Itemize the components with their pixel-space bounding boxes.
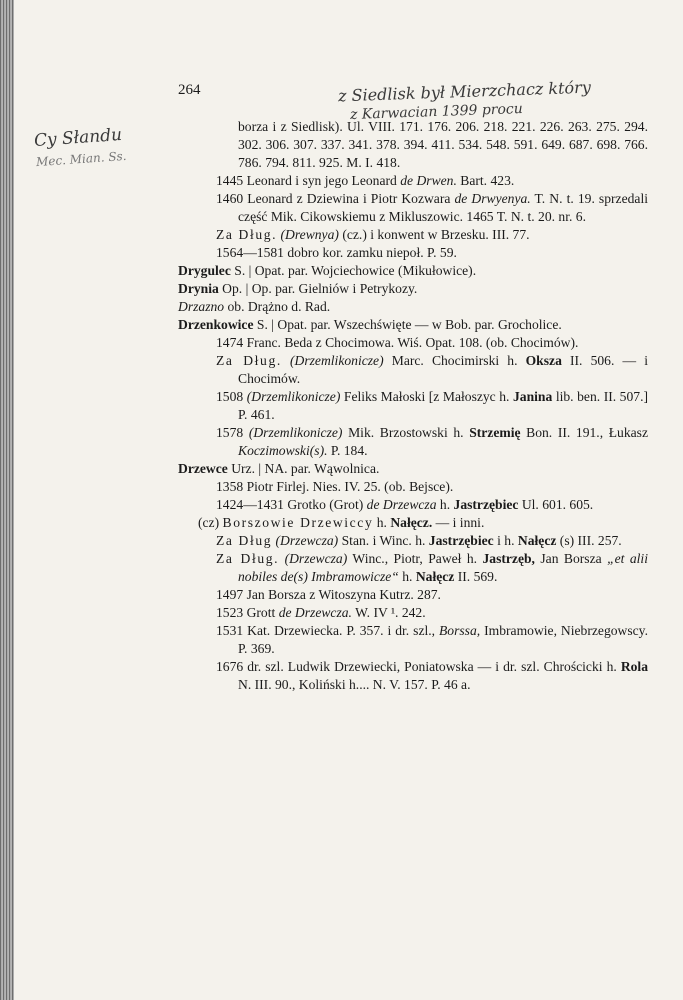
entry-line: 1460 Leonard z Dziewina i Piotr Kozwara de Drwyenya. T. N. t. 19. sprzedali część Mik. Cikowskiemu z Mikluszowic. 1465 T. N. t. 20. nr. 6. (216, 191, 649, 224)
handwritten-note-top-1: z Siedlisk był Mierzchacz który (337, 77, 592, 106)
entry-drynia: Drynia Op. | Op. par. Gielniów i Petrykozy. (178, 281, 418, 296)
entry-line: 1445 Leonard i syn jego Leonard de Drwen. Bart. 423. (216, 173, 515, 188)
entry-drzewce: Drzewce Urz. | NA. par. Wąwolnica. (178, 461, 380, 476)
entry-line: 1531 Kat. Drzewiecka. P. 357. i dr. szl., Borssa, Imbramowie, Niebrzegowscy. P. 369. (216, 623, 648, 656)
entry-line: Za Dług. (Drewnya) (cz.) i konwent w Brzesku. III. 77. (216, 227, 530, 242)
handwritten-note-left-1: Cy Słandu (33, 124, 123, 152)
entry-drygulec: Drygulec S. | Opat. par. Wojciechowice (Mikułowice). (178, 263, 477, 278)
entry-line: 1474 Franc. Beda z Chocimowa. Wiś. Opat. 108. (ob. Chocimów). (216, 335, 579, 350)
entry-line: Za Dług. (Drzemlikonicze) Marc. Chocimirski h. Oksza II. 506. — i Chocimów. (216, 353, 648, 386)
handwritten-note-top-2: z Karwacian 1399 procu (349, 100, 524, 124)
entry-line: 1508 (Drzemlikonicze) Feliks Małoski [z Małoszyc h. Janina lib. ben. II. 507.] P. 461. (216, 389, 648, 422)
entry-line: borza i z Siedlisk). Ul. VIII. 171. 176. 206. 218. 221. 226. 263. 275. 294. 302. 306. 307. 337. 341. 378. 394. 411. 534. 548. 591. 649. 687. 698. 766. 786. 794. 811. 925. M. I. 418. (238, 119, 648, 170)
entry-drzazno: Drzazno ob. Drążno d. Rad. (178, 299, 331, 314)
dictionary-text (178, 118, 648, 694)
entry-line: Za Dług. (Drzewcza) Winc., Piotr, Paweł h. Jastrzęb, Jan Borsza „et alii nobiles de(s) Imbramowicze“ h. Nałęcz II. 569. (216, 551, 648, 584)
handwritten-note-left-2: Mec. Mian. Ss. (35, 148, 127, 170)
entry-line: 1424—1431 Grotko (Grot) de Drzewcza h. Jastrzębiec Ul. 601. 605. (216, 497, 594, 512)
entry-line: 1358 Piotr Firlej. Nies. IV. 25. (ob. Bejsce). (216, 479, 454, 494)
entry-line: Za Dług (Drzewcza) Stan. i Winc. h. Jastrzębiec i h. Nałęcz (s) III. 257. (216, 533, 622, 548)
entry-line: (cz) Borszowie Drzewiccy h. Nałęcz. — i inni. (198, 515, 485, 530)
page-number: 264 (178, 82, 201, 98)
entry-line: 1564—1581 dobro kor. zamku niepoł. P. 59. (216, 245, 457, 260)
entry-line: 1676 dr. szl. Ludwik Drzewiecki, Poniatowska — i dr. szl. Chrościcki h. Rola N. III. 90., Koliński h.... N. V. 157. P. 46 a. (216, 659, 648, 692)
entry-line: 1497 Jan Borsza z Witoszyna Kutrz. 287. (216, 587, 441, 602)
entry-drzenkowice: Drzenkowice S. | Opat. par. Wszechświęte — w Bob. par. Grocholice. (178, 317, 562, 332)
entry-line: 1523 Grott de Drzewcza. W. IV ¹. 242. (216, 605, 426, 620)
entry-line: 1578 (Drzemlikonicze) Mik. Brzostowski h. Strzemię Bon. II. 191., Łukasz Koczimowski(s). P. 184. (216, 425, 648, 458)
book-binding-edge (0, 0, 14, 1000)
